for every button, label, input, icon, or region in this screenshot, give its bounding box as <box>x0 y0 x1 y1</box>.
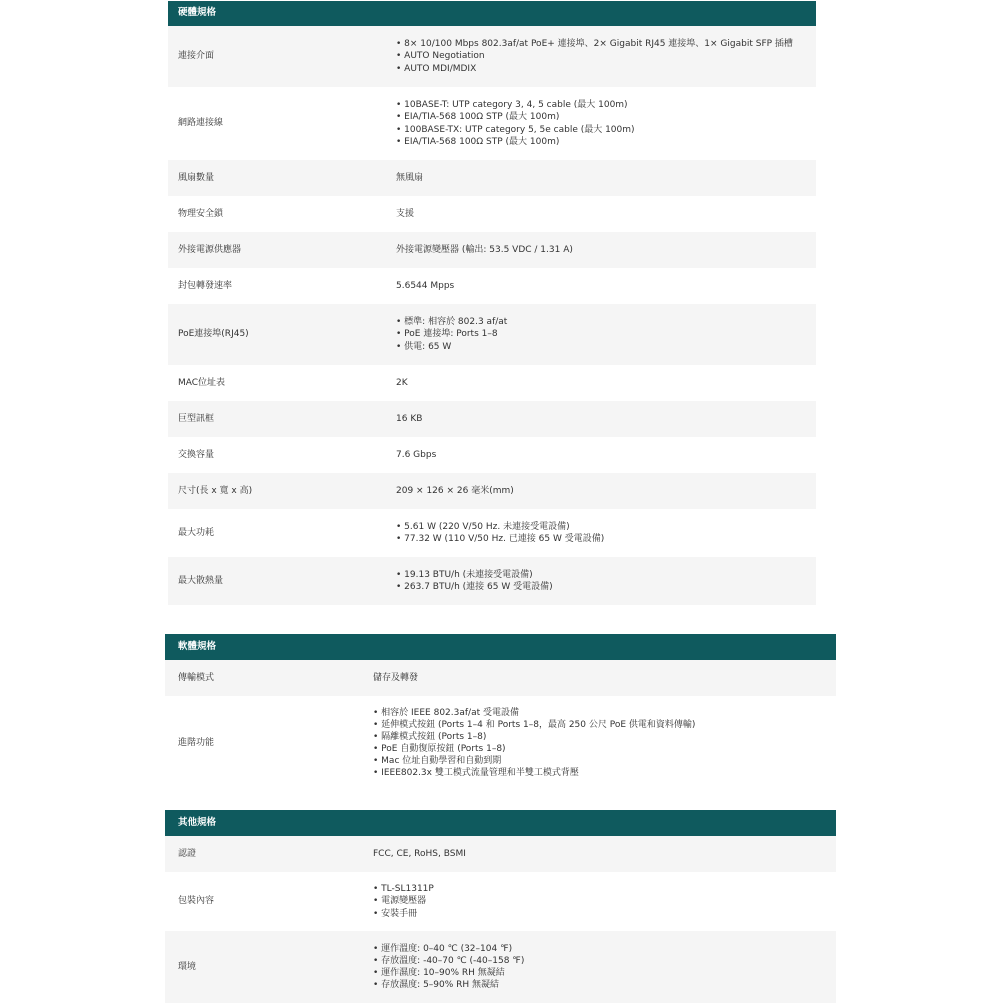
spec-label: 傳輸模式 <box>178 672 215 683</box>
spec-value-item: • 延伸模式按鈕 (Ports 1–4 和 Ports 1–8，最高 250 公尺 PoE 供電和資料傳輸) <box>373 719 836 731</box>
spec-label: 外接電源供應器 <box>178 244 242 255</box>
spec-value-item: • 8× 10/100 Mbps 802.3af/at PoE+ 連接埠、2× Gigabit RJ45 連接埠、1× Gigabit SFP 插槽 <box>396 38 816 50</box>
spec-label: 連接介面 <box>178 51 215 62</box>
spec-label: 巨型訊框 <box>178 413 215 424</box>
spec-label: 認證 <box>178 848 197 859</box>
spec-value-item: • 運作濕度: 10–90% RH 無凝結 <box>373 967 836 979</box>
spec-label: 封包轉發速率 <box>178 280 233 291</box>
spec-value-item: • 相容於 IEEE 802.3af/at 受電設備 <box>373 707 836 719</box>
spec-value <box>396 38 816 74</box>
software-spec-section <box>165 634 836 790</box>
spec-value-item: • 19.13 BTU/h (未連接受電設備) <box>396 569 816 581</box>
hardware-spec-row <box>168 160 816 196</box>
hardware-spec-row <box>168 437 816 473</box>
software-spec-row <box>165 696 836 790</box>
spec-value-item: • TL-SL1311P <box>373 883 836 895</box>
spec-value <box>396 521 816 545</box>
spec-value-item: • 供電: 65 W <box>396 341 816 353</box>
spec-value <box>373 707 836 780</box>
hardware-spec-row <box>168 196 816 232</box>
hardware-spec-row <box>168 304 816 365</box>
spec-value-list <box>373 943 836 992</box>
spec-value-item: • 電源變壓器 <box>373 895 836 907</box>
spec-value <box>373 883 836 919</box>
spec-label: 網路連接線 <box>178 118 224 129</box>
spec-label: 交換容量 <box>178 449 215 460</box>
spec-value-item: • AUTO Negotiation <box>396 50 816 62</box>
spec-value: 7.6 Gbps <box>396 449 437 460</box>
spec-value-item: • PoE 自動復原按鈕 (Ports 1–8) <box>373 743 836 755</box>
spec-value-list <box>396 99 816 148</box>
other-spec-row <box>165 872 836 931</box>
spec-label: 風扇數量 <box>178 172 215 183</box>
software-spec-header: 軟體規格 <box>165 634 836 660</box>
spec-value-item: • 隔離模式按鈕 (Ports 1–8) <box>373 731 836 743</box>
spec-value-item: • 77.32 W (110 V/50 Hz. 已連接 65 W 受電設備) <box>396 533 816 545</box>
spec-label: 最大散熱量 <box>178 575 224 586</box>
spec-value-item: • PoE 連接埠: Ports 1–8 <box>396 328 816 340</box>
software-spec-row <box>165 660 836 696</box>
spec-value-list <box>396 569 816 593</box>
other-spec-row <box>165 931 836 1003</box>
spec-value <box>396 99 816 148</box>
other-spec-header: 其他規格 <box>165 810 836 836</box>
spec-value-item: • AUTO MDI/MDIX <box>396 63 816 75</box>
spec-value: 16 KB <box>396 413 423 424</box>
hardware-spec-row <box>168 87 816 160</box>
spec-label: 環境 <box>178 961 197 972</box>
spec-value: FCC, CE, RoHS, BSMI <box>373 848 466 859</box>
spec-value-item: • EIA/TIA-568 100Ω STP (最大 100m) <box>396 136 816 148</box>
spec-value: 2K <box>396 377 408 388</box>
hardware-spec-row <box>168 232 816 268</box>
spec-value-item: • 263.7 BTU/h (連接 65 W 受電設備) <box>396 581 816 593</box>
spec-value: 儲存及轉發 <box>373 672 419 683</box>
spec-value: 支援 <box>396 208 415 219</box>
other-spec-row <box>165 836 836 872</box>
spec-value <box>396 316 816 352</box>
spec-value <box>396 569 816 593</box>
spec-value-item: • EIA/TIA-568 100Ω STP (最大 100m) <box>396 111 816 123</box>
spec-value: 外接電源變壓器 (輸出: 53.5 VDC / 1.31 A) <box>396 244 573 255</box>
spec-label: 最大功耗 <box>178 527 215 538</box>
spec-value: 209 × 126 × 26 毫米(mm) <box>396 485 514 496</box>
spec-value-item: • 運作溫度: 0–40 ℃ (32–104 ℉) <box>373 943 836 955</box>
spec-value: 5.6544 Mpps <box>396 280 455 291</box>
hardware-spec-row <box>168 365 816 401</box>
spec-value-item: • 存放濕度: 5–90% RH 無凝結 <box>373 979 836 991</box>
other-spec-rows <box>165 836 836 1003</box>
hardware-spec-rows <box>168 26 816 605</box>
software-spec-rows <box>165 660 836 790</box>
spec-label: PoE連接埠(RJ45) <box>178 329 249 340</box>
hardware-spec-row <box>168 509 816 557</box>
hardware-spec-row <box>168 401 816 437</box>
spec-value-list <box>396 316 816 352</box>
spec-value-list <box>396 521 816 545</box>
spec-value: 無風扇 <box>396 172 424 183</box>
spec-value-item: • 存放溫度: -40–70 ℃ (-40–158 ℉) <box>373 955 836 967</box>
spec-value-item: • Mac 位址自動學習和自動到期 <box>373 755 836 767</box>
spec-value <box>373 943 836 992</box>
other-spec-section <box>165 810 836 1003</box>
spec-value-item: • 10BASE-T: UTP category 3, 4, 5 cable (最大 100m) <box>396 99 816 111</box>
hardware-spec-row <box>168 557 816 605</box>
hardware-spec-row <box>168 473 816 509</box>
hardware-spec-section <box>168 1 816 605</box>
spec-label: 包裝內容 <box>178 896 215 907</box>
hardware-spec-row <box>168 268 816 304</box>
spec-value-list <box>373 707 836 780</box>
spec-label: 進階功能 <box>178 737 215 748</box>
spec-value-list <box>373 883 836 919</box>
spec-value-item: • 標準: 相容於 802.3 af/at <box>396 316 816 328</box>
spec-label: MAC位址表 <box>178 377 226 388</box>
hardware-spec-row <box>168 26 816 87</box>
spec-label: 尺寸(長 x 寬 x 高) <box>178 485 253 496</box>
spec-value-item: • 100BASE-TX: UTP category 5, 5e cable (最大 100m) <box>396 124 816 136</box>
hardware-spec-header: 硬體規格 <box>168 1 816 26</box>
spec-label: 物理安全鎖 <box>178 208 224 219</box>
spec-value-list <box>396 38 816 74</box>
spec-value-item: • 5.61 W (220 V/50 Hz. 未連接受電設備) <box>396 521 816 533</box>
spec-value-item: • IEEE802.3x 雙工模式流量管理和半雙工模式背壓 <box>373 767 836 779</box>
spec-value-item: • 安裝手冊 <box>373 908 836 920</box>
